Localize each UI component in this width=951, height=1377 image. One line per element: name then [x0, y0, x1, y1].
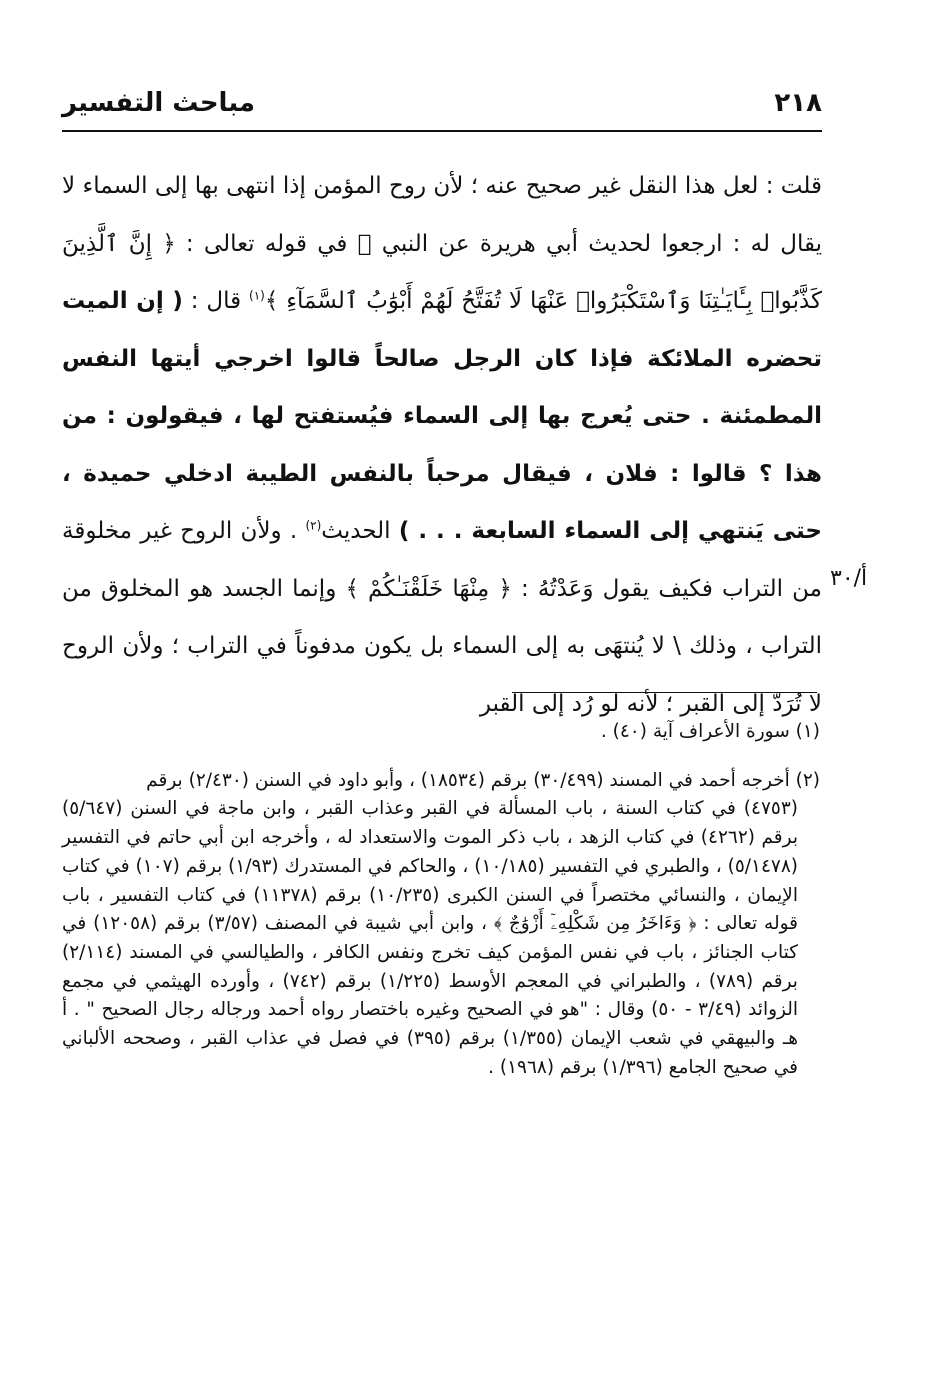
footnote-2-first-line: (٢) أخرجه أحمد في المسند (٣٠/٤٩٩) برقم (١٨٥٣٤) ، وأبو داود في السنن (٢/٤٣٠) برقم	[146, 769, 820, 791]
footnote-ref-1: (١)	[249, 288, 265, 303]
main-text	[62, 158, 822, 733]
running-title: مباحث التفسير	[62, 88, 256, 118]
main-paragraph	[62, 158, 822, 733]
footnote-separator	[512, 692, 817, 693]
text-run: قال :	[182, 288, 250, 314]
text-run: . ولأن الروح غير مخلوقة من التراب فكيف يقول وَعَدْتُهُ : ﴿ مِنْهَا خَلَقْنَـٰكُمْ ﴾ وإنما الجسد هو المخلوق من التراب ، وذلك \ لا يُنتهَى به إلى السماء بل يكون مدفوناً في التراب ؛ ولأن الروح لا تُرَدّ إلى القبر ؛ لأنه لو رُد إلى القبر	[62, 518, 822, 717]
hadith-quote: ( إن الميت تحضره الملائكة فإذا كان الرجل صالحاً قالوا اخرجي أيتها النفس المطمئنة . حتى يُعرج بها إلى السماء فيُستفتح لها ، فيقولون : من هذا ؟ قالوا : فلان ، فيقال مرحباً بالنفس الطيبة ادخلي حميدة ، حتى يَنتهي إلى السماء السابعة . . . )	[62, 288, 822, 544]
footnote-ref-2: (٢)	[305, 518, 322, 533]
text-run: الحديث	[321, 518, 399, 544]
header-rule	[62, 130, 822, 132]
footnotes	[62, 718, 820, 1082]
footnote-1: (١) سورة الأعراف آية (٤٠) .	[600, 721, 820, 742]
page-number: ٢١٨	[774, 88, 822, 118]
manuscript-folio-note: أ/٣٠	[830, 566, 868, 591]
footnote-2-continuation: (٤٧٥٣) في كتاب السنة ، باب المسألة في القبر وعذاب القبر ، وابن ماجة في السنن (٥/٦٤٧) برقم (٤٢٦٢) في كتاب الزهد ، باب ذكر الموت والاستعداد له ، وأخرجه ابن أبي حاتم في التفسير (٥/١٤٧٨) ، والطبري في التفسير (١٠/١٨٥) ، والحاكم في المستدرك (١/٩٣) برقم (١٠٧) في كتاب الإيمان ، والنسائي مختصراً في السنن الكبرى (١٠/٢٣٥) برقم (١١٣٧٨) في كتاب التفسير ، باب قوله تعالى : ﴿ وَءَاخَرُ مِن شَكْلِهِۦٓ أَزْوَٰجٌ ﴾ ، وابن أبي شيبة في المصنف (٣/٥٧) برقم (١٢٠٥٨) في كتاب الجنائز ، باب في نفس المؤمن كيف تخرج ونفس الكافر ، والطيالسي في المسند (٢/١١٤) برقم (٧٨٩) ، والطبراني في المعجم الأوسط (١/٢٢٥) برقم (٧٤٢) ، وأورده الهيثمي في مجمع الزوائد (٣/٤٩ - ٥٠) وقال : "هو في الصحيح وغيره باختصار رواه أحمد ورجاله رجال الصحيح " . أ هـ والبيهقي في شعب الإيمان (١/٣٥٥) برقم (٣٩٥) في فصل في عذاب القبر ، وصححه الألباني في صحيح الجامع (١/٣٩٦) برقم (١٩٦٨) .	[62, 798, 798, 1078]
text-run: قلت : لعل هذا النقل غير صحيح عنه ؛ لأن روح المؤمن إذا انتهى بها إلى السماء لا يقال له : ارجعوا لحديث أبي هريرة عن النبي ﷺ في قوله تعالى : ﴿ إِنَّ ٱلَّذِينَ كَذَّبُوا۟ بِـَٔايَـٰتِنَا وَٱسْتَكْبَرُوا۟ عَنْهَا لَا تُفَتَّحُ لَهُمْ أَبْوَٰبُ ٱلسَّمَآءِ ﴾	[62, 173, 822, 314]
page-header	[62, 88, 822, 128]
